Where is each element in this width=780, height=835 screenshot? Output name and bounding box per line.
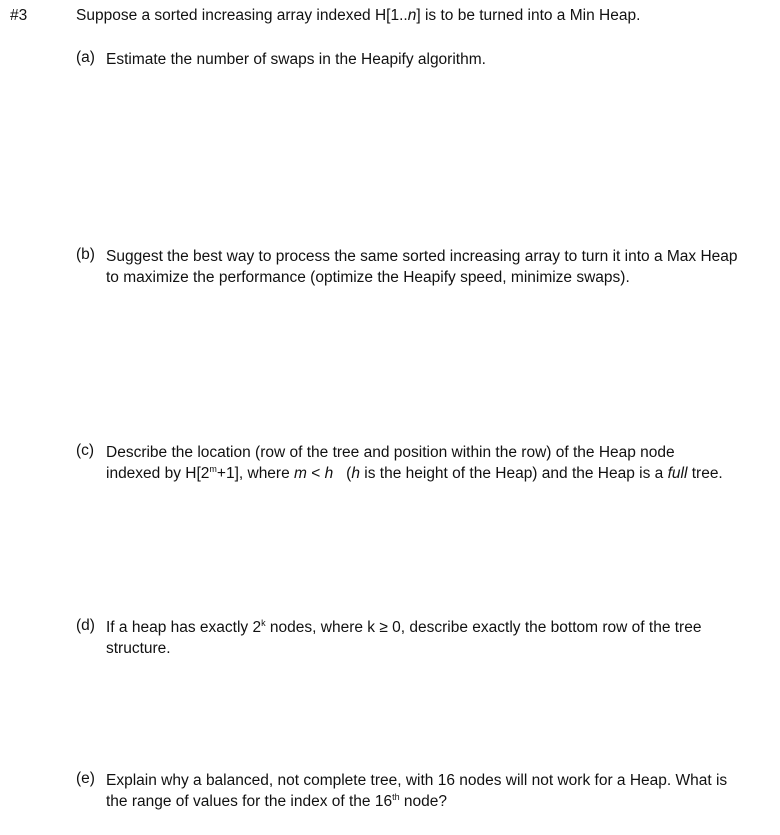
part-a-line-1: Estimate the number of swaps in the Heapify algorithm. <box>106 51 486 68</box>
part-d-label: (d) <box>76 617 95 634</box>
part-e-superscript-th: th <box>392 792 400 802</box>
part-c-less-than: < <box>306 465 325 482</box>
part-c-text <box>106 442 723 484</box>
intro-text-start: Suppose a sorted increasing array indexed H[1.. <box>76 7 408 24</box>
part-c-line-2-b: +1], where <box>216 465 295 482</box>
part-c-line-2-c: is the height of the Heap) and the Heap is a <box>359 465 668 482</box>
part-d-text <box>106 617 701 659</box>
part-e-label: (e) <box>76 770 95 787</box>
part-c-line-1: Describe the location (row of the tree and position within the row) of the Heap node <box>106 444 675 461</box>
intro-text-end: ] is to be turned into a Min Heap. <box>416 7 641 24</box>
part-d-line-1 <box>106 617 701 638</box>
part-e-line-1: Explain why a balanced, not complete tree, with 16 nodes will not work for a Heap. What is <box>106 772 728 789</box>
part-c-label: (c) <box>76 442 95 459</box>
intro-n-italic: n <box>407 7 417 24</box>
part-e-line-2-a: the range of values for the index of the 16 <box>106 793 393 810</box>
part-b-line-1: Suggest the best way to process the same sorted increasing array to turn it into a Max Heap <box>106 248 738 265</box>
part-e-line-2 <box>106 791 727 812</box>
part-e-text <box>106 770 727 812</box>
part-c-var-h: h <box>324 465 334 482</box>
part-d-line-1-b: nodes, where k ≥ 0, describe exactly the bottom row of the tree <box>265 619 702 636</box>
part-c-line-2-a: indexed by H[2 <box>106 465 210 482</box>
part-b-line-2: to maximize the performance (optimize the Heapify speed, minimize swaps). <box>106 269 630 286</box>
part-c-full-italic: full <box>667 465 688 482</box>
part-c-paren-open: ( <box>333 465 352 482</box>
part-d-line-2: structure. <box>106 640 171 657</box>
part-e-line-2-b: node? <box>399 793 448 810</box>
part-d-superscript-k: k <box>261 618 266 628</box>
question-number: #3 <box>10 7 28 24</box>
part-c-line-2 <box>106 463 723 484</box>
question-intro <box>76 7 640 25</box>
part-c-var-h-2: h <box>351 465 360 482</box>
part-c-superscript-m: m <box>209 464 217 474</box>
part-c-var-m: m <box>294 465 307 482</box>
part-d-line-1-a: If a heap has exactly 2 <box>106 619 262 636</box>
part-a-text <box>106 49 486 70</box>
part-b-label: (b) <box>76 246 95 263</box>
part-b-text <box>106 246 738 288</box>
part-c-line-2-d: tree. <box>687 465 723 482</box>
part-a-label: (a) <box>76 49 95 66</box>
